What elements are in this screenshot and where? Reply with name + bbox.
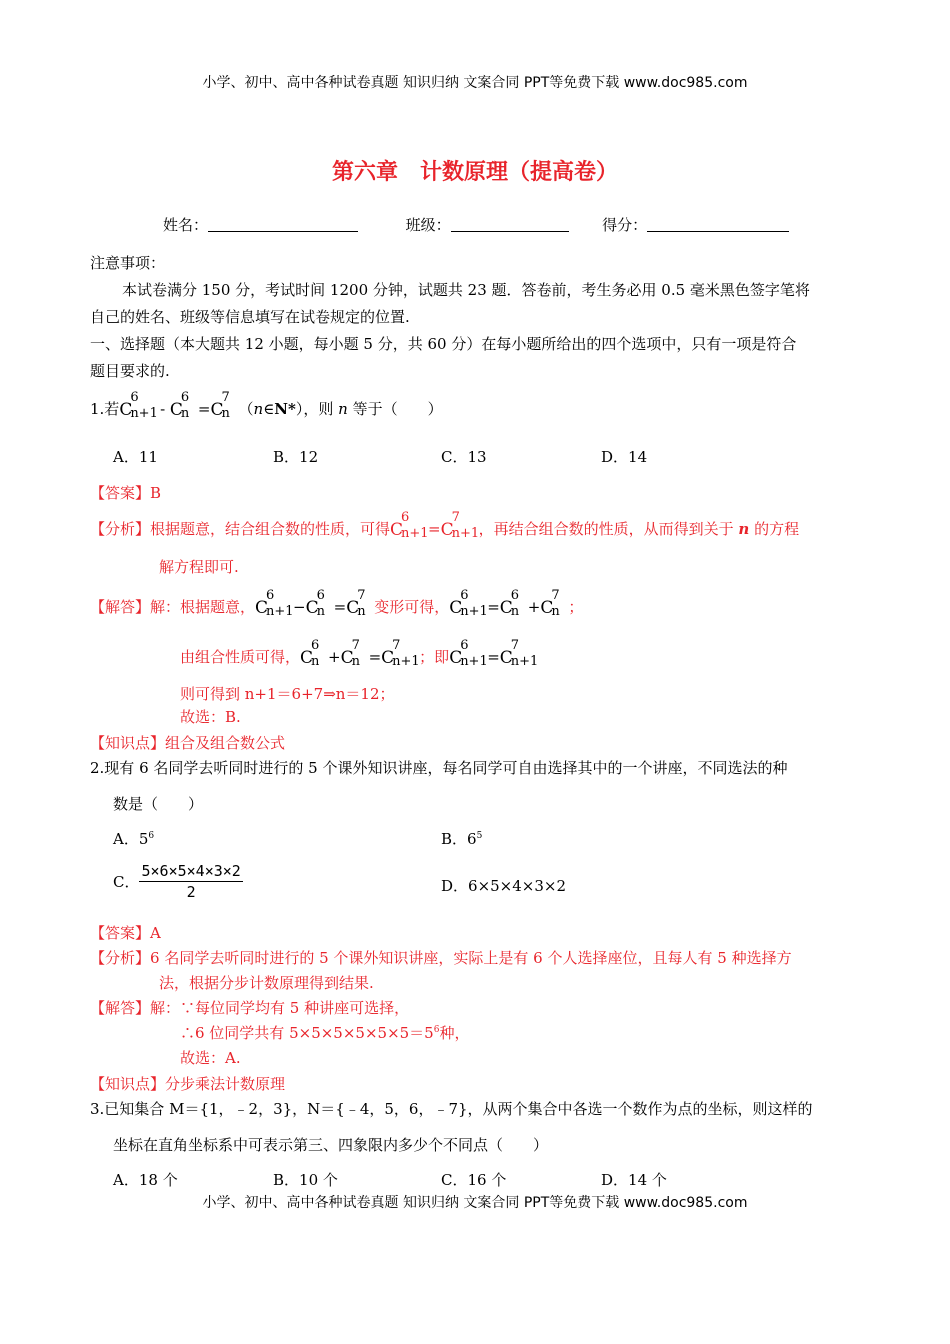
q2-solution-line-2: ∴6 位同学共有 $5\times 5\times 5\times 5\times 5\times 5=5^6$种， xyxy=(180,1024,470,1042)
page-header: 小学、初中、高中各种试卷真题 知识归纳 文案合同 PPT等免费下载 www.doc985.com xyxy=(202,75,748,91)
q1-option-a[interactable]: A．11 xyxy=(113,448,158,466)
class-label: 班级： xyxy=(405,216,451,234)
notice-line-2: 自己的姓名、班级等信息填写在试卷规定的位置. xyxy=(90,308,410,326)
q2-answer: 【答案】A xyxy=(90,924,161,942)
class-field[interactable] xyxy=(451,217,569,232)
comb-c6-n1: C 6 n+1 xyxy=(119,390,158,421)
q1-solution-line-4: 故选：B. xyxy=(180,708,241,726)
q2-option-b[interactable]: B．$6^5$ xyxy=(441,830,483,848)
q3-option-d[interactable]: D．14 个 xyxy=(601,1171,667,1189)
q2-solution-line-1: 【解答】解：∵每位同学均有 5 种讲座可选择， xyxy=(90,999,410,1017)
q1-solution-line-1: 【解答】解：根据题意， C 6 n+1 − C 6 n = C 7 n 变形可得， C 6 n+1 = C 6 n + C 7 n ； xyxy=(90,588,584,619)
question-2-line-1: 2.现有 6 名同学去听同时进行的 5 个课外知识讲座，每名同学可自由选择其中的一个讲座，不同选法的种 xyxy=(90,759,788,777)
q1-solution-line-2: 由组合性质可得， C 6 n + C 7 n = C 7 n+1 ；即 C 6 n+1 = C 7 n+1 xyxy=(180,638,539,669)
notice-heading: 注意事项： xyxy=(90,254,166,272)
q2-option-d[interactable]: D．6×5×4×3×2 xyxy=(441,877,567,895)
q2-analysis-line-2: 法，根据分步计数原理得到结果. xyxy=(159,974,374,992)
score-label: 得分： xyxy=(602,216,648,234)
q2-option-c[interactable]: C． $\frac{5\times 6\times 5\times 4\times 3\times 2}{2}$ xyxy=(113,862,241,901)
score-field[interactable] xyxy=(647,217,789,232)
q1-analysis-line-2: 解方程即可. xyxy=(159,558,239,576)
q1-option-c[interactable]: C．13 xyxy=(441,448,487,466)
name-label: 姓名： xyxy=(163,216,209,234)
question-1-stem: 1.若 C 6 n+1 - C 6 n = C 7 n （n∈N*），则 n 等于（ ） xyxy=(90,390,443,421)
q1-option-d[interactable]: D．14 xyxy=(601,448,648,466)
q3-option-c[interactable]: C．16 个 xyxy=(441,1171,507,1189)
page-footer: 小学、初中、高中各种试卷真题 知识归纳 文案合同 PPT等免费下载 www.doc985.com xyxy=(202,1195,748,1211)
q1-knowledge: 【知识点】组合及组合数公式 xyxy=(90,734,286,752)
q3-option-b[interactable]: B．10 个 xyxy=(273,1171,338,1189)
q2-solution-line-3: 故选：A. xyxy=(180,1049,241,1067)
comb-c6-n: C 6 n xyxy=(169,390,190,421)
q1-solution-line-3: 则可得到 n+1＝6+7⇒n＝12； xyxy=(180,685,395,703)
notice-line-1: 本试卷满分 150 分，考试时间 1200 分钟，试题共 23 题．答卷前，考生务必用 0.5 毫米黑色签字笔将 xyxy=(122,281,810,299)
question-3-line-2: 坐标在直角坐标系中可表示第三、四象限内多少个不同点（ ） xyxy=(113,1136,549,1154)
q2-option-a[interactable]: A．$5^6$ xyxy=(113,830,155,848)
q1-answer: 【答案】B xyxy=(90,484,162,502)
info-line xyxy=(163,214,789,235)
question-3-line-1: 3.已知集合 M＝{1，﹣2，3}，N＝{﹣4，5，6，﹣7}，从两个集合中各选一个数作为点的坐标，则这样的 xyxy=(90,1100,813,1118)
fraction: $\frac{5\times 6\times 5\times 4\times 3\times 2}{2}$ xyxy=(141,862,241,901)
q3-option-a[interactable]: A．18 个 xyxy=(113,1171,178,1189)
q1-analysis-line-1: 【分析】根据题意，结合组合数的性质，可得 C 6 n+1 = C 7 n+1 ，再结合组合数的性质，从而得到关于 n 的方程 xyxy=(90,510,800,541)
section-1-line-2: 题目要求的. xyxy=(90,362,170,380)
name-field[interactable] xyxy=(208,217,358,232)
comb-c7-n: C 7 n xyxy=(210,390,230,421)
section-1-line-1: 一、选择题（本大题共 12 小题，每小题 5 分，共 60 分）在每小题所给出的四个选项中，只有一项是符合 xyxy=(90,335,797,353)
question-2-line-2: 数是（ ） xyxy=(113,795,204,813)
q1-option-b[interactable]: B．12 xyxy=(273,448,319,466)
q2-analysis-line-1: 【分析】6 名同学去听同时进行的 5 个课外知识讲座，实际上是有 6 个人选择座位，且每人有 5 种选择方 xyxy=(90,949,792,967)
q2-knowledge: 【知识点】分步乘法计数原理 xyxy=(90,1075,286,1093)
page-title: 第六章 计数原理（提高卷） xyxy=(331,160,618,185)
